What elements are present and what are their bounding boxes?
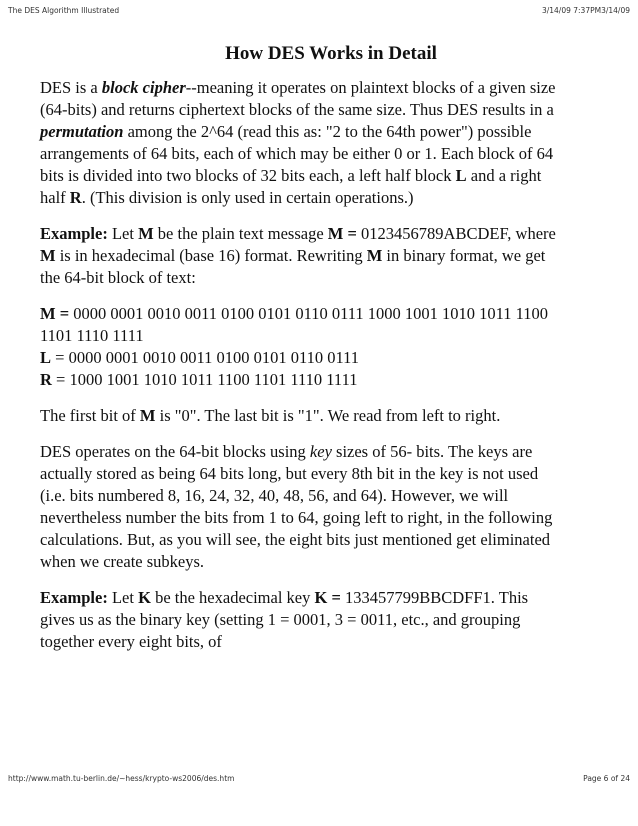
term-permutation: permutation (40, 122, 124, 141)
header-title: The DES Algorithm Illustrated (8, 6, 120, 15)
term-block-cipher: block cipher (101, 78, 186, 97)
term-key: key (309, 442, 332, 461)
symbol-L: L (40, 348, 52, 367)
text: . (This division is only used in certain operations.) (81, 188, 414, 207)
text: DES operates on the 64-bit blocks using (40, 442, 310, 461)
page-number: Page 6 of 24 (583, 774, 630, 783)
symbol-R: R (40, 370, 52, 389)
symbol-K: K = (314, 588, 341, 607)
symbol-L: L (455, 166, 467, 185)
text: be the plain text message (153, 224, 328, 243)
symbol-R: R (69, 188, 82, 207)
symbol-M: M (139, 406, 156, 425)
symbol-K: K (138, 588, 151, 607)
text: in binary format, we get the 64-bit block of text: (40, 246, 546, 287)
symbol-M: M (40, 246, 56, 265)
symbol-M: M = (327, 224, 357, 243)
text: 133457799BBCDFF1. This gives us as the binary key (setting 1 = 0001, 3 = 0011, etc., and grouping together every eight bits, of (40, 588, 529, 651)
key-paragraph (40, 441, 560, 573)
page-footer (8, 774, 630, 783)
symbol-M: M (138, 224, 154, 243)
text: 0123456789ABCDEF, where (356, 224, 556, 243)
binary-value-M: 0000 0001 0010 0011 0100 0101 0110 0111 1000 1001 1010 1011 1100 1101 1110 1111 (40, 304, 549, 345)
text: among the 2^64 (read this as: "2 to the 64th power") possible arrangements of 64 bits, each of which may be either 0 or 1. Each block of 64 bits is divided into two blocks of 32 bits each, a left half block (40, 122, 554, 185)
text: DES is a (40, 78, 102, 97)
footer-url: http://www.math.tu-berlin.de/~hess/krypto-ws2006/des.htm (8, 774, 235, 783)
bit-order-paragraph (40, 405, 560, 427)
example-key-paragraph (40, 587, 560, 653)
binary-value-L: = 0000 0001 0010 0011 0100 0101 0110 0111 (51, 348, 359, 367)
example-message-paragraph (40, 223, 560, 289)
document-body (40, 43, 560, 667)
binary-value-R: = 1000 1001 1010 1011 1100 1101 1110 1111 (51, 370, 358, 389)
binary-blocks (40, 303, 560, 391)
text: is in hexadecimal (base 16) format. Rewriting (55, 246, 367, 265)
header-timestamp: 3/14/09 7:37PM3/14/09 (541, 6, 630, 15)
symbol-M: M (366, 246, 383, 265)
page-title: How DES Works in Detail (225, 43, 437, 64)
text: and a right half (40, 166, 542, 207)
text: Let (107, 224, 139, 243)
page-header (8, 6, 630, 15)
text: be the hexadecimal key (150, 588, 315, 607)
intro-paragraph (40, 77, 560, 209)
text: Let (107, 588, 139, 607)
symbol-M: M = (40, 304, 70, 323)
text: The first bit of (40, 406, 140, 425)
example-label: Example: (40, 588, 108, 607)
text: is "0". The last bit is "1". We read from left to right. (155, 406, 501, 425)
text: sizes of 56- bits. The keys are actually stored as being 64 bits long, but every 8th bit in the key is not used (i.e. bits numbered 8, 16, 24, 32, 40, 48, 56, and 64). However, we will nevertheless number the bits from 1 to 64, going left to right, in the following calculations. But, as you will see, the eight bits just mentioned get eliminated when we create subkeys. (40, 442, 553, 571)
example-label: Example: (40, 224, 108, 243)
text: --meaning it operates on plaintext blocks of a given size (64-bits) and returns ciphertext blocks of the same size. Thus DES results in a (40, 78, 556, 119)
